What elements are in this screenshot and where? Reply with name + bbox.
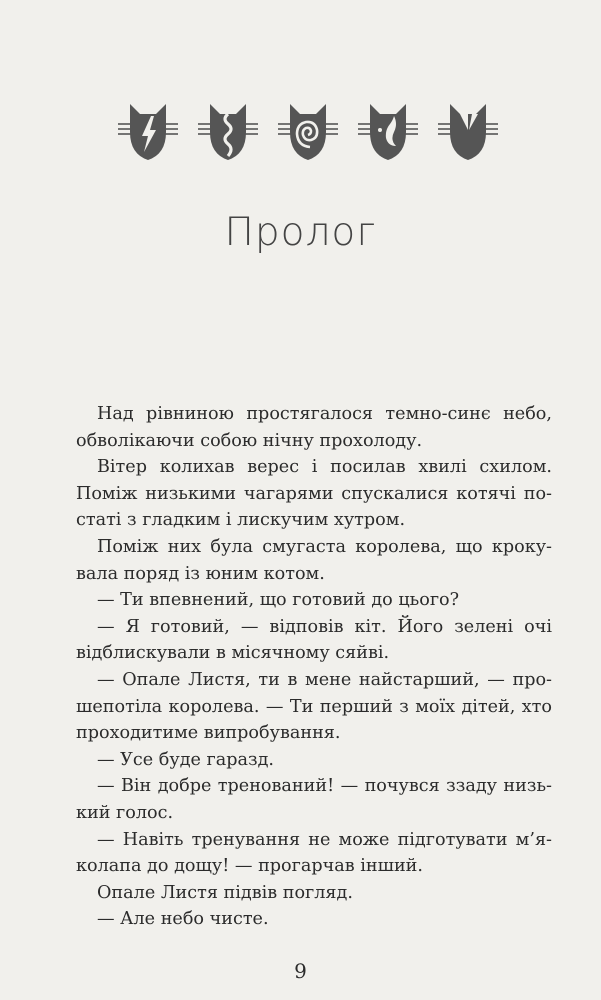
text-line: — Я готовий, — відповів кіт. Його зелені очі [97,616,552,637]
lightning-clan-icon [118,98,178,162]
shadow-clan-icon [358,98,418,162]
text-line: — Опале Листя, ти в мене найстарший, — про- [97,669,552,690]
text-line: кий голос. [76,802,174,823]
river-clan-icon [198,98,258,162]
sky-clan-icon [438,98,498,162]
text-line: Над рівниною простягалося темно-синє небо, [97,404,552,424]
text-line: обволікаючи собою нічну прохолоду. [76,430,423,451]
text-line: проходитиме випробування. [76,723,341,744]
text-line: Опале Листя підвів погляд. [97,882,353,903]
text-line: — Але небо чисте. [97,909,269,930]
text-line: Поміж них була смугаста королева, що кроку- [97,536,552,557]
text-line: Вітер колихав верес і посилав хвилі схилом. [97,457,552,478]
text-line: — Ти впевнений, що готовий до цього? [97,590,460,611]
text-line: колапа до дощу! — прогарчав інший. [76,856,423,877]
chapter-title: Пролог [224,210,377,255]
text-line: вала поряд із юним котом. [76,563,325,584]
wind-clan-icon [278,98,338,162]
text-line: шепотіла королева. — Ти перший з моїх дітей, хто [76,696,552,717]
page-number: 9 [294,959,307,983]
text-line: — Він добре тренований! — почувся ззаду низь- [97,776,552,797]
text-line: — Навіть тренування не може підготувати м’я- [97,829,552,850]
clan-emblems-row [118,98,488,162]
text-line: відблискували в місячному сяйві. [76,643,390,664]
text-line: — Усе буде гаразд. [97,749,275,770]
text-line: статі з гладким і лискучим хутром. [76,510,406,531]
chapter-body-text [76,401,552,933]
text-line: Поміж низькими чагарями спускалися котячі по- [76,483,552,504]
